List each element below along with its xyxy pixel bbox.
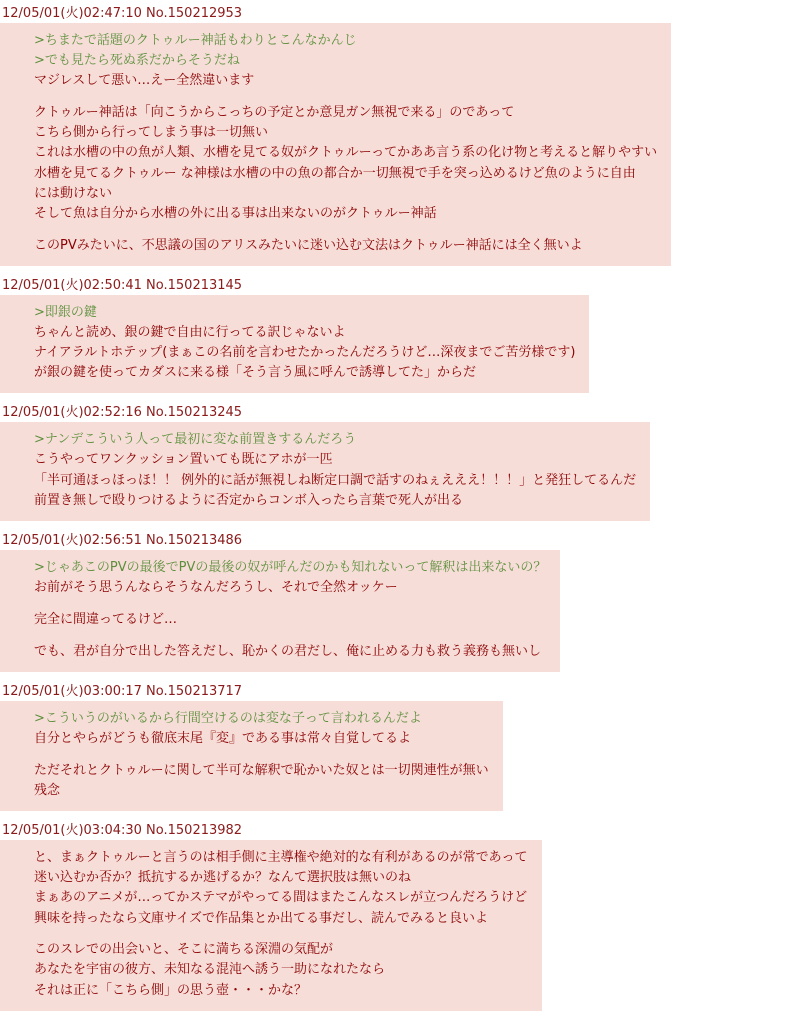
post-body — [0, 295, 589, 394]
post — [0, 0, 796, 272]
text-line: ちゃんと読め、銀の鍵で自由に行ってる訳じゃないよ — [34, 324, 346, 340]
text-line: お前がそう思うんならそうなんだろうし、それで全然オッケー — [34, 580, 398, 596]
post-body — [0, 840, 542, 1011]
post-header: 12/05/01(火)02:47:10 No.150212953 — [2, 6, 243, 21]
post-header: 12/05/01(火)03:00:17 No.150213717 — [2, 683, 243, 699]
quote-line: >ナンデこういう人って最初に変な前置きするんだろう — [34, 432, 357, 448]
blank-line — [34, 224, 657, 236]
text-line: ナイアラルトホテップ(まぁこの名前を言わせたかったんだろうけど…深夜までご苦労様です) — [34, 345, 576, 361]
post-body — [0, 550, 560, 672]
text-line: あなたを宇宙の彼方、未知なる混沌へ誘う一助になれたなら — [34, 962, 386, 978]
text-line: 前置き無しで殴りつけるように否定からコンボ入ったら言葉で死人が出る — [34, 492, 464, 508]
quote-line: >こういうのがいるから行間空けるのは変な子って言われるんだよ — [34, 710, 422, 726]
quote-line: >でも見たら死ぬ系だからそうだね — [34, 53, 240, 69]
text-line: こうやってワンクッション置いても既にアホが一匹 — [34, 452, 333, 468]
post-body-wrap — [0, 550, 796, 672]
quote-line: >ちまたで話題のクトゥルー神話もわりとこんなかんじ — [34, 33, 357, 48]
text-line: このPVみたいに、不思議の国のアリスみたいに迷い込む文法はクトゥルー神話には全く無いよ — [34, 237, 583, 253]
post-body-wrap — [0, 295, 796, 394]
post — [0, 399, 796, 527]
blank-line — [34, 749, 489, 761]
post-header: 12/05/01(火)02:52:16 No.150213245 — [2, 405, 243, 421]
post — [0, 527, 796, 678]
blank-line — [34, 598, 546, 610]
post — [0, 272, 796, 400]
text-line: ただそれとクトゥルーに関して半可な解釈で恥かいた奴とは一切関連性が無い — [34, 762, 489, 778]
text-line: 水槽を見てるクトゥルー な神様は水槽の中の魚の都合か一切無視で手を突っ込めるけど魚のように自由 — [34, 165, 636, 181]
text-line: こちら側から行ってしまう事は一切無い — [34, 125, 269, 141]
post-body-wrap — [0, 422, 796, 521]
post-body-wrap — [0, 840, 796, 1011]
post-body — [0, 422, 650, 521]
post-header: 12/05/01(火)02:50:41 No.150213145 — [2, 277, 243, 293]
text-line: には動けない — [34, 185, 113, 201]
post-body-wrap — [0, 701, 796, 811]
text-line: 興味を持ったなら文庫サイズで作品集とか出てる事だし、読んでみると良いよ — [34, 910, 488, 926]
text-line: 迷い込むか否か？抵抗するか逃げるか？なんて選択肢は無いのね — [34, 870, 412, 886]
post-spacer — [0, 1011, 796, 1017]
blank-line — [34, 630, 546, 642]
post — [0, 678, 796, 817]
quote-line: >じゃあこのPVの最後でPVの最後の奴が呼んだのかも知れないって解釈は出来ないの？ — [34, 559, 547, 575]
post-body — [0, 23, 671, 266]
text-line: 完全に間違ってるけど… — [34, 611, 178, 627]
post-header: 12/05/01(火)03:04:30 No.150213982 — [2, 823, 243, 839]
blank-line — [34, 929, 528, 941]
post-header: 12/05/01(火)02:56:51 No.150213486 — [2, 532, 243, 548]
text-line: 自分とやらがどうも徹底末尾『変』である事は常々自覚してるよ — [34, 730, 412, 746]
text-line: マジレスして悪い…えー全然違います — [34, 73, 255, 89]
text-line: これは水槽の中の魚が人類、水槽を見てる奴がクトゥルーってかああ言う系の化け物と考えると解りやすい — [34, 145, 658, 161]
blank-line — [34, 91, 657, 103]
quote-line: >即銀の鍵 — [34, 304, 97, 320]
text-line: 残念 — [34, 782, 61, 798]
post — [0, 817, 796, 1017]
text-line: が銀の鍵を使ってカダスに来る様「そう言う風に呼んで誘導してた」からだ — [34, 365, 477, 381]
text-line: そして魚は自分から水槽の外に出る事は出来ないのがクトゥルー神話 — [34, 205, 437, 221]
post-body — [0, 701, 503, 811]
text-line: クトゥルー神話は「向こうからこっちの予定とか意見ガン無視で来る」のであって — [34, 105, 515, 121]
text-line: それは正に「こちら側」の思う壺・・・かな？ — [34, 982, 308, 998]
text-line: このスレでの出会いと、そこに満ちる深淵の気配が — [34, 942, 334, 958]
post-body-wrap — [0, 23, 796, 266]
text-line: まぁあのアニメが…ってかステマがやってる間はまたこんなスレが立つんだろうけど — [34, 890, 528, 906]
text-line: と、まぁクトゥルーと言うのは相手側に主導権や絶対的な有利があるのが常であって — [34, 850, 528, 866]
text-line: 「半可通ほっほっほ！！ 例外的に話が無視しね断定口調で話すのねぇえええ！！！」と発狂してるんだ — [34, 472, 637, 488]
text-line: でも、君が自分で出した答えだし、恥かくの君だし、俺に止める力も救う義務も無いし — [34, 643, 542, 659]
